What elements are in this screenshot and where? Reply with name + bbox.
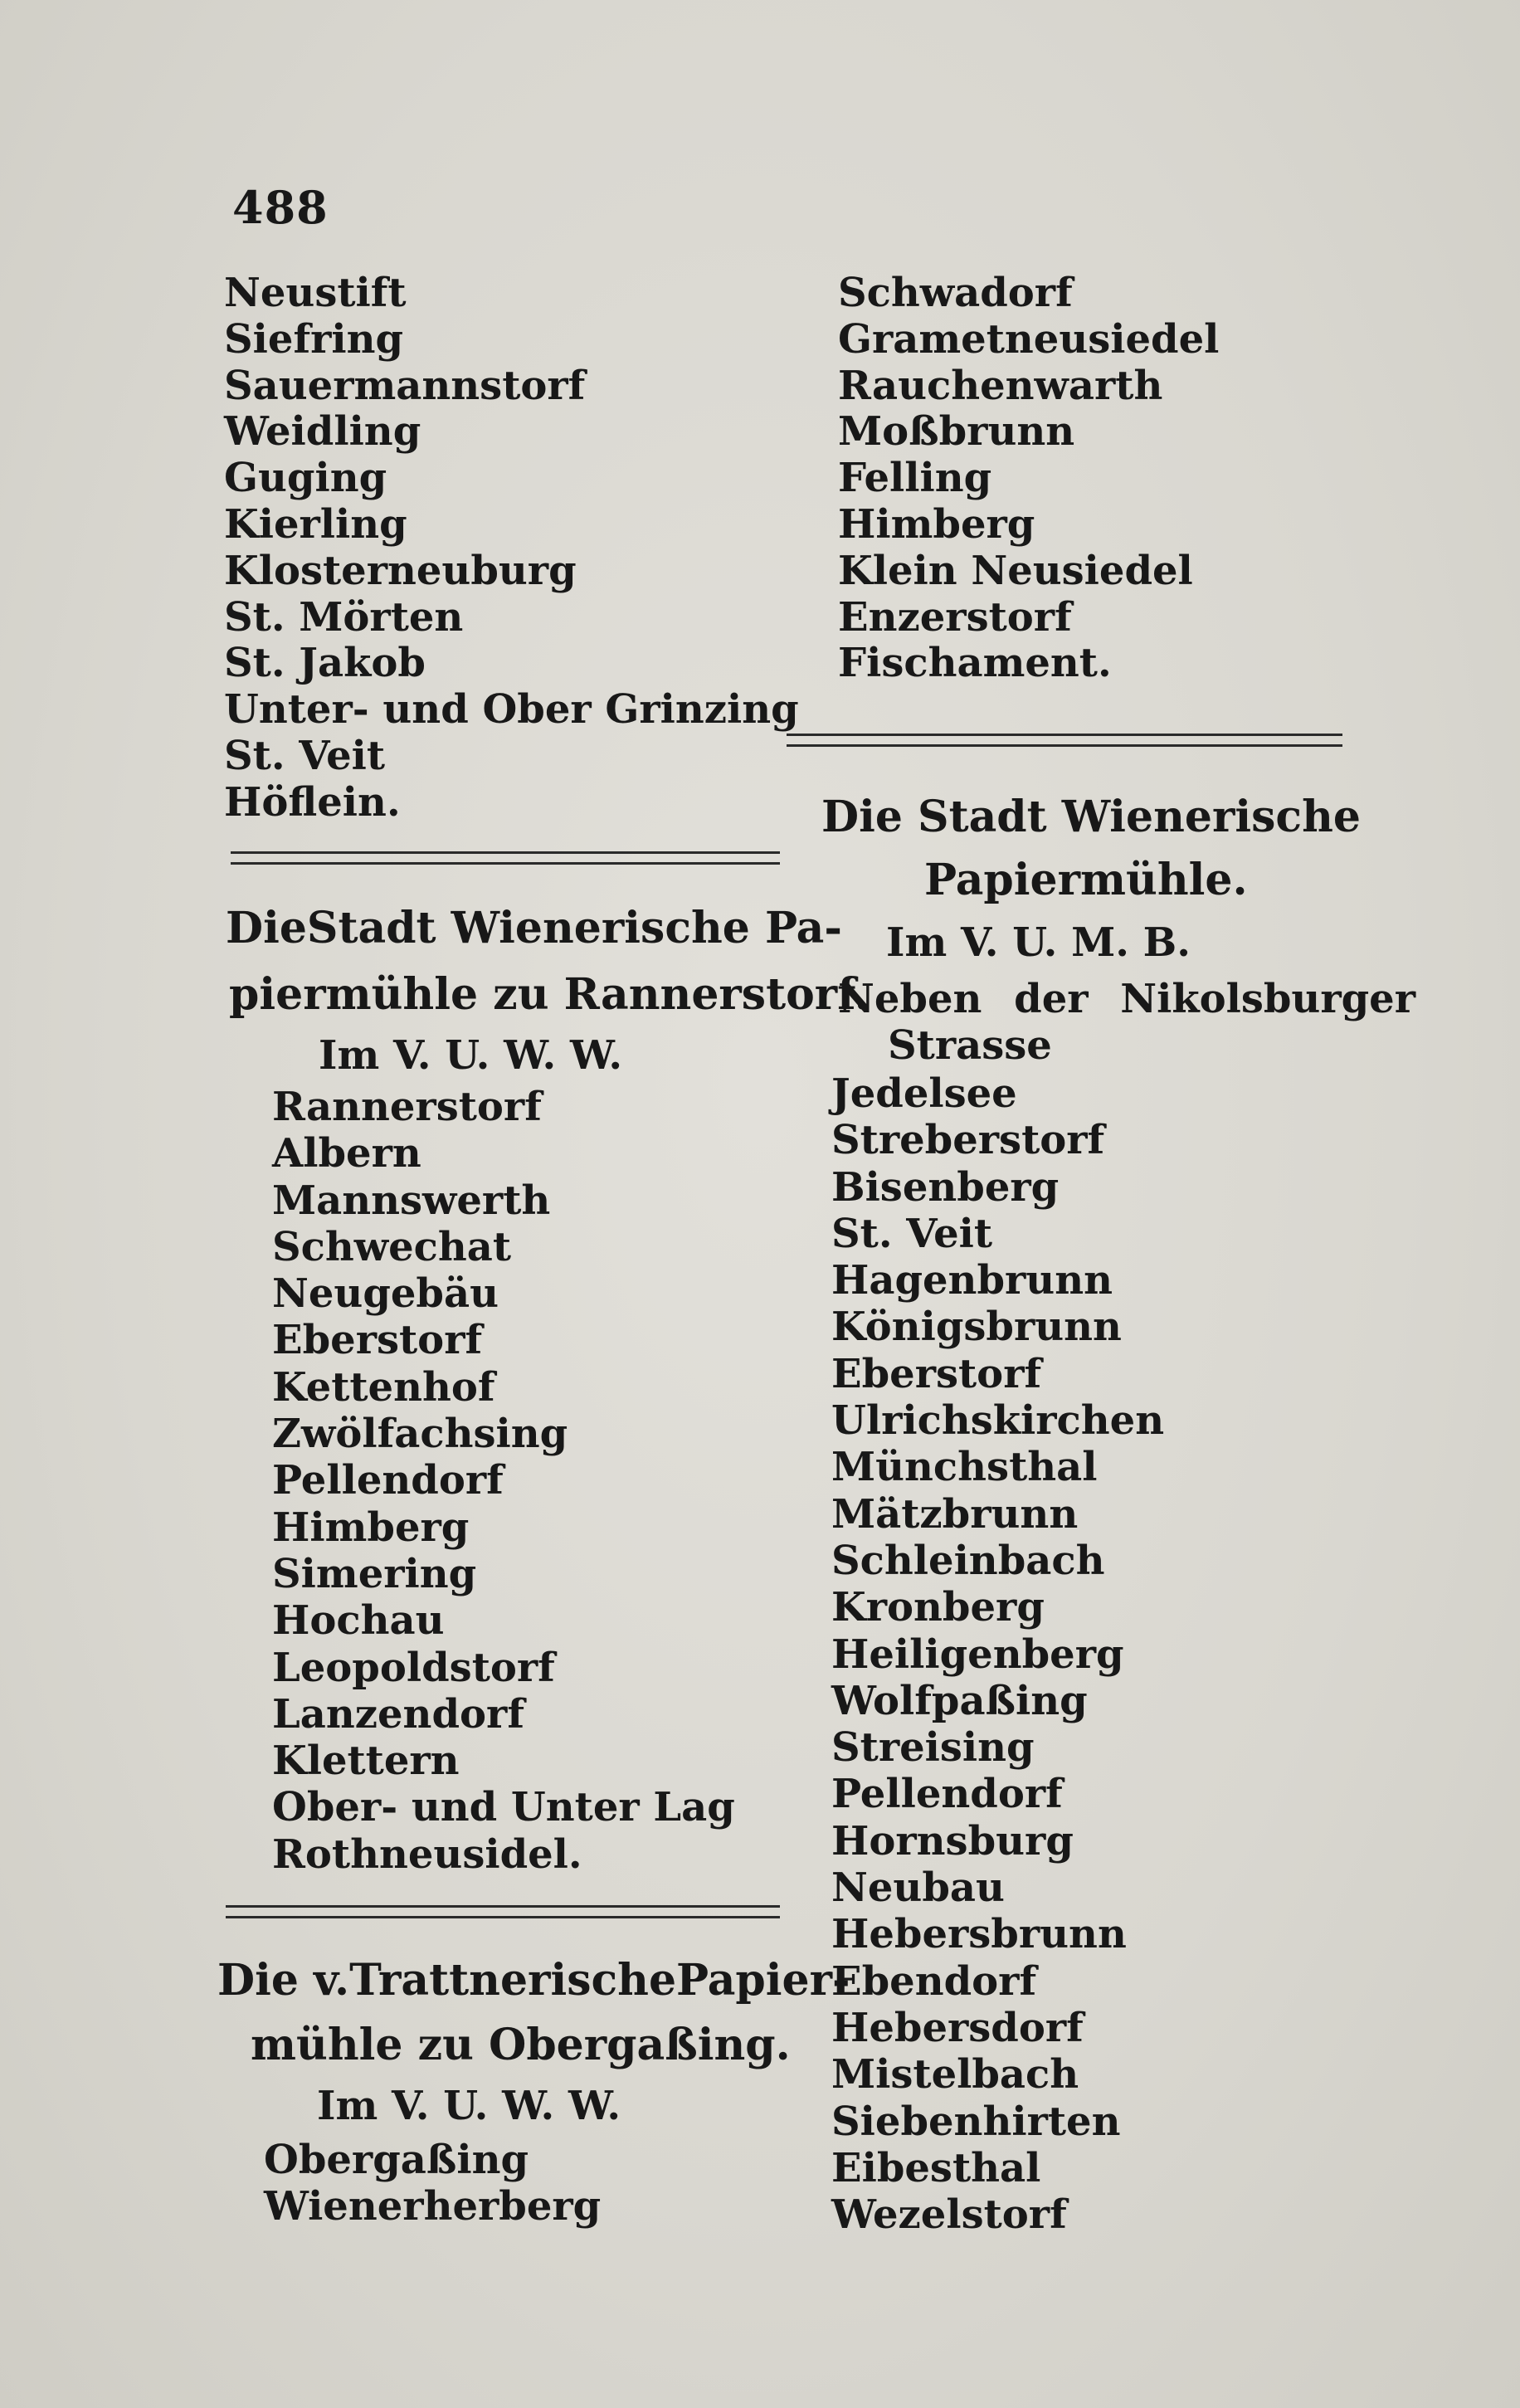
place-name: Hornsburg — [831, 1817, 1074, 1864]
place-name: Mistelbach — [831, 2051, 1079, 2098]
place-name: Rannerstorf — [272, 1084, 542, 1130]
place-name: Neugebäu — [272, 1270, 499, 1318]
place-name: Obergaßing — [264, 2137, 529, 2183]
place-name: Klosterneuburg — [224, 547, 577, 594]
place-name: Ulrichskirchen — [831, 1397, 1165, 1445]
obergassing-heading-line1: Die v.TrattnerischePapier- — [217, 1955, 850, 2006]
place-name: Jedelsee — [831, 1070, 1017, 1117]
place-name: Himberg — [272, 1504, 470, 1551]
section-divider-right — [787, 734, 1342, 747]
papiermuehle-first-line-cont: Strasse — [888, 1022, 1052, 1069]
place-name: Hagenbrunn — [831, 1257, 1113, 1304]
place-name: Pellendorf — [831, 1771, 1063, 1818]
right-top-place-list — [838, 271, 1369, 687]
rannerstorf-column — [272, 1084, 836, 1878]
place-name: Schleinbach — [831, 1537, 1105, 1584]
rannerstorf-heading-line1: DieStadt Wienerische Pa- — [226, 903, 842, 953]
place-name: Neubau — [831, 1864, 1005, 1912]
place-name: Eibesthal — [831, 2144, 1041, 2191]
place-name: Rothneusidel. — [272, 1830, 582, 1878]
place-name: Hochau — [272, 1597, 445, 1645]
place-name: Mannswerth — [272, 1177, 551, 1224]
place-name: Eberstorf — [272, 1317, 483, 1364]
section-divider-left-2 — [226, 1905, 780, 1918]
place-name: Unter- und Ober Grinzing — [224, 686, 799, 734]
place-name: Felling — [838, 455, 992, 502]
place-name: Hebersbrunn — [831, 1911, 1127, 1958]
place-name: Königsbrunn — [831, 1304, 1122, 1351]
left-top-column — [224, 270, 799, 826]
place-name: Wezelstorf — [831, 2191, 1067, 2239]
papiermuehle-place-list — [831, 1070, 1362, 2238]
place-name: Wolfpaßing — [831, 1677, 1088, 1724]
place-name: Rauchenwarth — [838, 362, 1163, 409]
place-name: Leopoldstorf — [272, 1644, 555, 1691]
place-name: Heiligenberg — [831, 1631, 1124, 1678]
page-number: 488 — [232, 181, 329, 234]
place-name: Münchsthal — [831, 1444, 1098, 1491]
papiermuehle-column — [831, 1070, 1362, 2238]
place-name: Kronberg — [831, 1584, 1045, 1631]
place-name: Streberstorf — [831, 1117, 1105, 1164]
place-name: Schwadorf — [838, 270, 1073, 316]
place-name: Schwechat — [272, 1223, 512, 1270]
place-name: Hebersdorf — [831, 2004, 1084, 2051]
obergassing-place-list — [264, 2137, 828, 2230]
papiermuehle-heading-line2: Papiermühle. — [924, 855, 1248, 905]
place-name: St. Jakob — [224, 640, 426, 687]
place-name: Wienerherberg — [264, 2182, 602, 2230]
place-name: St. Mörten — [224, 593, 464, 641]
place-name: Albern — [272, 1130, 421, 1177]
place-name: Ober- und Unter Lag — [272, 1784, 735, 1831]
place-name: Streising — [831, 1724, 1035, 1772]
place-name: Ebendorf — [831, 1957, 1037, 2005]
place-name: Kettenhof — [272, 1363, 495, 1411]
place-name: Siebenhirten — [831, 2098, 1121, 2145]
place-name: Siefring — [224, 315, 404, 363]
rannerstorf-heading-line2: piermühle zu Rannerstorf. — [229, 969, 870, 1020]
place-name: Fischament. — [838, 640, 1112, 687]
place-name: Neustift — [224, 270, 407, 316]
papiermuehle-heading-line1: Die Stadt Wienerische — [821, 792, 1361, 842]
place-name: Lanzendorf — [272, 1690, 524, 1738]
papiermuehle-first-line: Neben der Nikolsburger — [838, 976, 1416, 1022]
papiermuehle-district: Im V. U. M. B. — [886, 919, 1191, 966]
obergassing-district: Im V. U. W. W. — [317, 2083, 621, 2129]
place-name: Weidling — [224, 408, 421, 456]
place-name: Enzerstorf — [838, 593, 1072, 641]
place-name: St. Veit — [831, 1210, 993, 1257]
place-name: Mätzbrunn — [831, 1490, 1079, 1538]
place-name: Sauermannstorf — [224, 362, 586, 409]
place-name: Kierling — [224, 500, 407, 548]
section-divider-left-1 — [231, 851, 780, 865]
rannerstorf-place-list — [272, 1084, 836, 1878]
place-name: Moßbrunn — [838, 408, 1075, 456]
place-name: Simering — [272, 1550, 477, 1597]
place-name: Pellendorf — [272, 1457, 504, 1504]
place-name: Guging — [224, 455, 387, 502]
place-name: Zwölfachsing — [272, 1411, 568, 1458]
place-name: Eberstorf — [831, 1350, 1042, 1397]
place-name: Klettern — [272, 1738, 460, 1785]
rannerstorf-district: Im V. U. W. W. — [319, 1032, 623, 1079]
place-name: Himberg — [838, 500, 1035, 548]
obergassing-column — [264, 2137, 828, 2230]
right-top-column — [838, 271, 1369, 687]
left-top-place-list — [224, 270, 799, 826]
place-name: Höflein. — [224, 778, 401, 826]
place-name: Grametneusiedel — [838, 315, 1220, 363]
obergassing-heading-line2: mühle zu Obergaßing. — [251, 2020, 791, 2070]
place-name: Bisenberg — [831, 1163, 1060, 1211]
place-name: Klein Neusiedel — [838, 547, 1193, 594]
place-name: St. Veit — [224, 732, 386, 779]
